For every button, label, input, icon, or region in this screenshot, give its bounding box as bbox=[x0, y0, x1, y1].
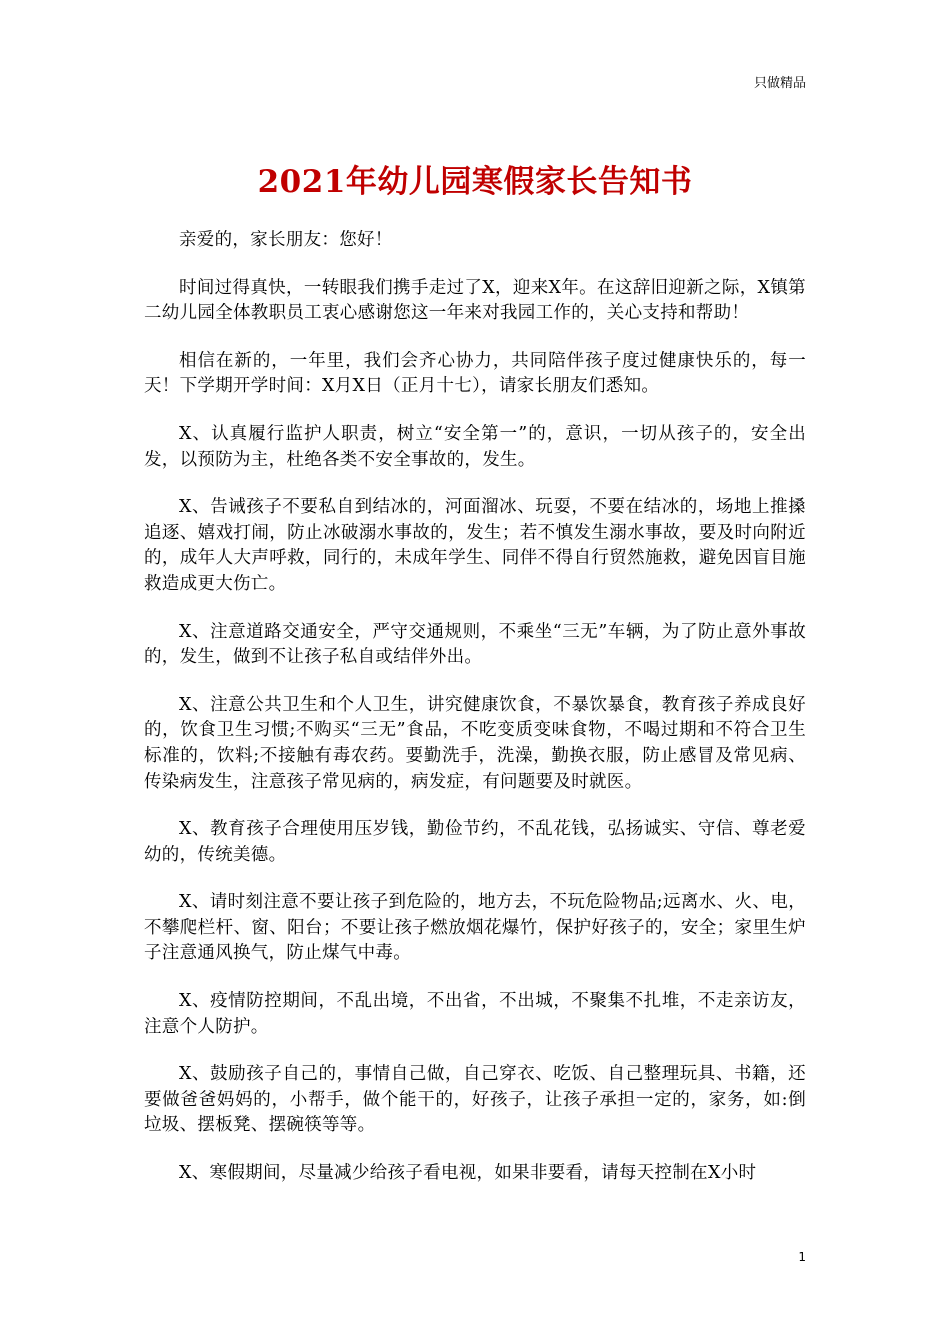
document-body bbox=[144, 228, 806, 1209]
header-note: 只做精品 bbox=[753, 76, 806, 91]
paragraph-item: X、认真履行监护人职责，树立“安全第一”的，意识，一切从孩子的，安全出发，以预防为主，杜绝各类不安全事故的，发生。 bbox=[144, 423, 806, 470]
paragraph-item: X、寒假期间，尽量减少给孩子看电视，如果非要看，请每天控制在X小时 bbox=[179, 1163, 757, 1184]
paragraph-item: X、鼓励孩子自己的，事情自己做，自己穿衣、吃饭、自己整理玩具、书籍，还要做爸爸妈妈的，小帮手，做个能干的，好孩子，让孩子承担一定的，家务，如:倒垃圾、摆板凳、摆碗筷等等。 bbox=[144, 1064, 806, 1136]
paragraph-item: X、教育孩子合理使用压岁钱，勤俭节约，不乱花钱，弘扬诚实、守信、尊老爱幼的，传统美德。 bbox=[144, 819, 806, 865]
paragraph-item: X、注意道路交通安全，严守交通规则，不乘坐“三无”车辆，为了防止意外事故的，发生，做到不让孩子私自或结伴外出。 bbox=[144, 621, 806, 668]
paragraph-item: X、请时刻注意不要让孩子到危险的，地方去，不玩危险物品;远离水、火、电，不攀爬栏杆、窗、阳台；不要让孩子燃放烟花爆竹，保护好孩子的，安全；家里生炉子注意通风换气，防止煤气中毒。 bbox=[144, 892, 806, 964]
salutation: 亲爱的，家长朋友：您好！ bbox=[179, 230, 393, 250]
document-title: 2021年幼儿园寒假家长告知书 bbox=[257, 164, 693, 200]
page-number: 1 bbox=[798, 1250, 806, 1264]
paragraph-item: X、告诫孩子不要私自到结冰的，河面溜冰、玩耍，不要在结冰的，场地上推搡追逐、嬉戏打闹，防止冰破溺水事故的，发生；若不慎发生溺水事故，要及时向附近的，成年人大声呼救，同行的，未成年学生、同伴不得自行贸然施救，避免因盲目施救造成更大伤亡。 bbox=[144, 497, 806, 594]
paragraph-item: X、注意公共卫生和个人卫生，讲究健康饮食，不暴饮暴食，教育孩子养成良好的，饮食卫生习惯;不购买“三无”食品，不吃变质变味食物，不喝过期和不符合卫生标准的，饮料;不接触有毒农药。要勤洗手，洗澡，勤换衣服，防止感冒及常见病、传染病发生，注意孩子常见病的，病发症，有问题要及时就医。 bbox=[144, 694, 806, 792]
paragraph-intro: 时间过得真快，一转眼我们携手走过了X，迎来X年。在这辞旧迎新之际，X镇第二幼儿园全体教职员工衷心感谢您这一年来对我园工作的，关心支持和帮助！ bbox=[144, 277, 806, 324]
paragraph-term-start: 相信在新的，一年里，我们会齐心协力，共同陪伴孩子度过健康快乐的，每一天！下学期开学时间：X月X日（正月十七），请家长朋友们悉知。 bbox=[144, 350, 806, 397]
paragraph-item: X、疫情防控期间，不乱出境，不出省，不出城，不聚集不扎堆，不走亲访友，注意个人防护。 bbox=[144, 991, 806, 1037]
